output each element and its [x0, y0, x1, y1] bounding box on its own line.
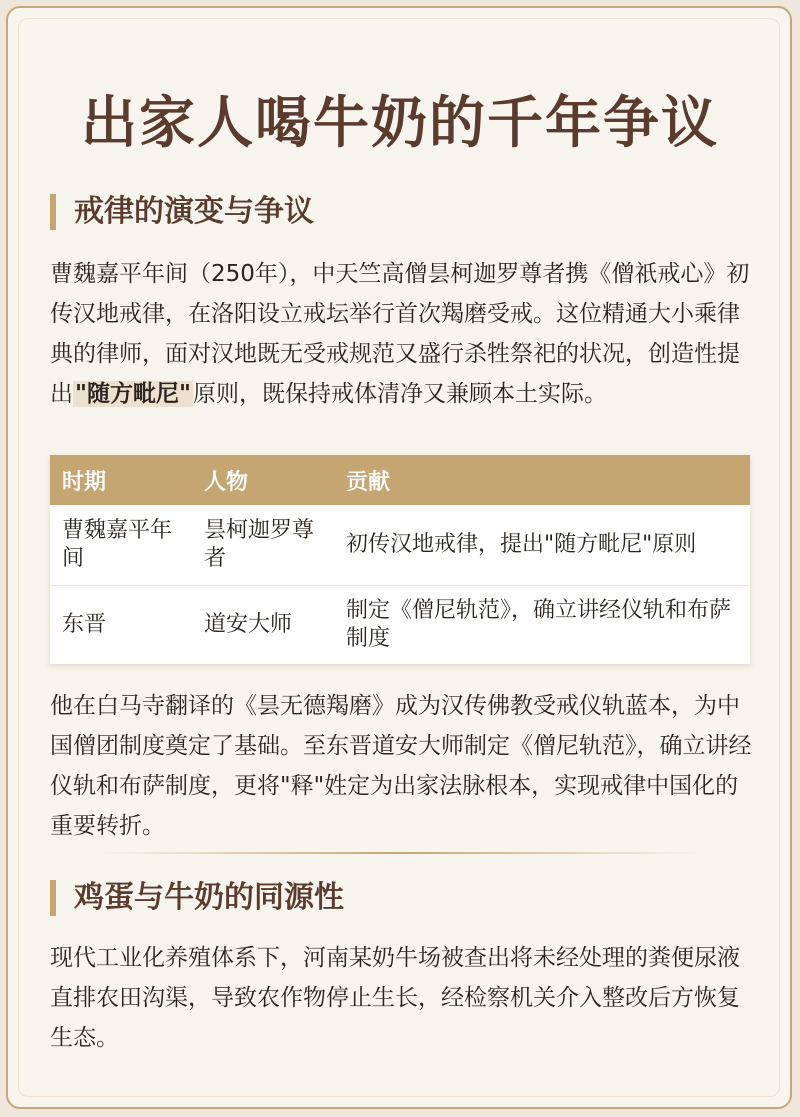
intro-text-before: 曹魏嘉平年间（250年），中天竺高僧昙柯迦罗尊者携《僧祇戒心》初传汉地戒律，在洛阳设立戒坛举行首次羯磨受戒。这位精通大小乘律典的律师，面对汉地既无受戒规范又盛行杀牲祭祀的状况，创造性提出 [50, 261, 750, 407]
table-cell-contribution: 初传汉地戒律，提出"随方毗尼"原则 [334, 505, 750, 586]
table-cell-period: 东晋 [62, 612, 107, 637]
table-cell-person: 昙柯迦罗尊者 [192, 505, 334, 586]
section-divider [100, 852, 700, 854]
section-heading-egg-milk: 鸡蛋与牛奶的同源性 [50, 880, 344, 916]
table-header-row [50, 455, 750, 505]
history-table [50, 455, 750, 664]
page-title: 出家人喝牛奶的千年争议 [81, 91, 719, 156]
table-cell-contribution: 制定《僧尼轨范》，确立讲经仪轨和布萨制度 [346, 598, 732, 651]
farm-paragraph: 现代工业化养殖体系下，河南某奶牛场被查出将未经处理的粪便尿液直排农田沟渠，导致农作物停止生长，经检察机关介入整改后方恢复生态。 [50, 945, 740, 1051]
intro-paragraph [50, 254, 758, 414]
table-header-period: 时期 [50, 455, 192, 505]
table-header-person: 人物 [192, 455, 334, 505]
history-paragraph: 他在白马寺翻译的《昙无德羯磨》成为汉传佛教受戒仪轨蓝本，为中国僧团制度奠定了基础。至东晋道安大师制定《僧尼轨范》，确立讲经仪轨和布萨制度，更将"释"姓定为出家法脉根本，实现戒律中国化的重要转折。 [50, 693, 752, 839]
section-heading-precepts: 戒律的演变与争议 [50, 194, 314, 230]
intro-text-after: 原则，既保持戒体清净又兼顾本土实际。 [192, 381, 607, 407]
table-header-contribution: 贡献 [334, 455, 750, 505]
table-cell-person: 道安大师 [204, 612, 293, 637]
table-cell-period: 曹魏嘉平年间 [50, 505, 192, 586]
table-row [50, 586, 750, 665]
highlight-term: "随方毗尼" [75, 381, 191, 407]
table-row [50, 505, 750, 586]
